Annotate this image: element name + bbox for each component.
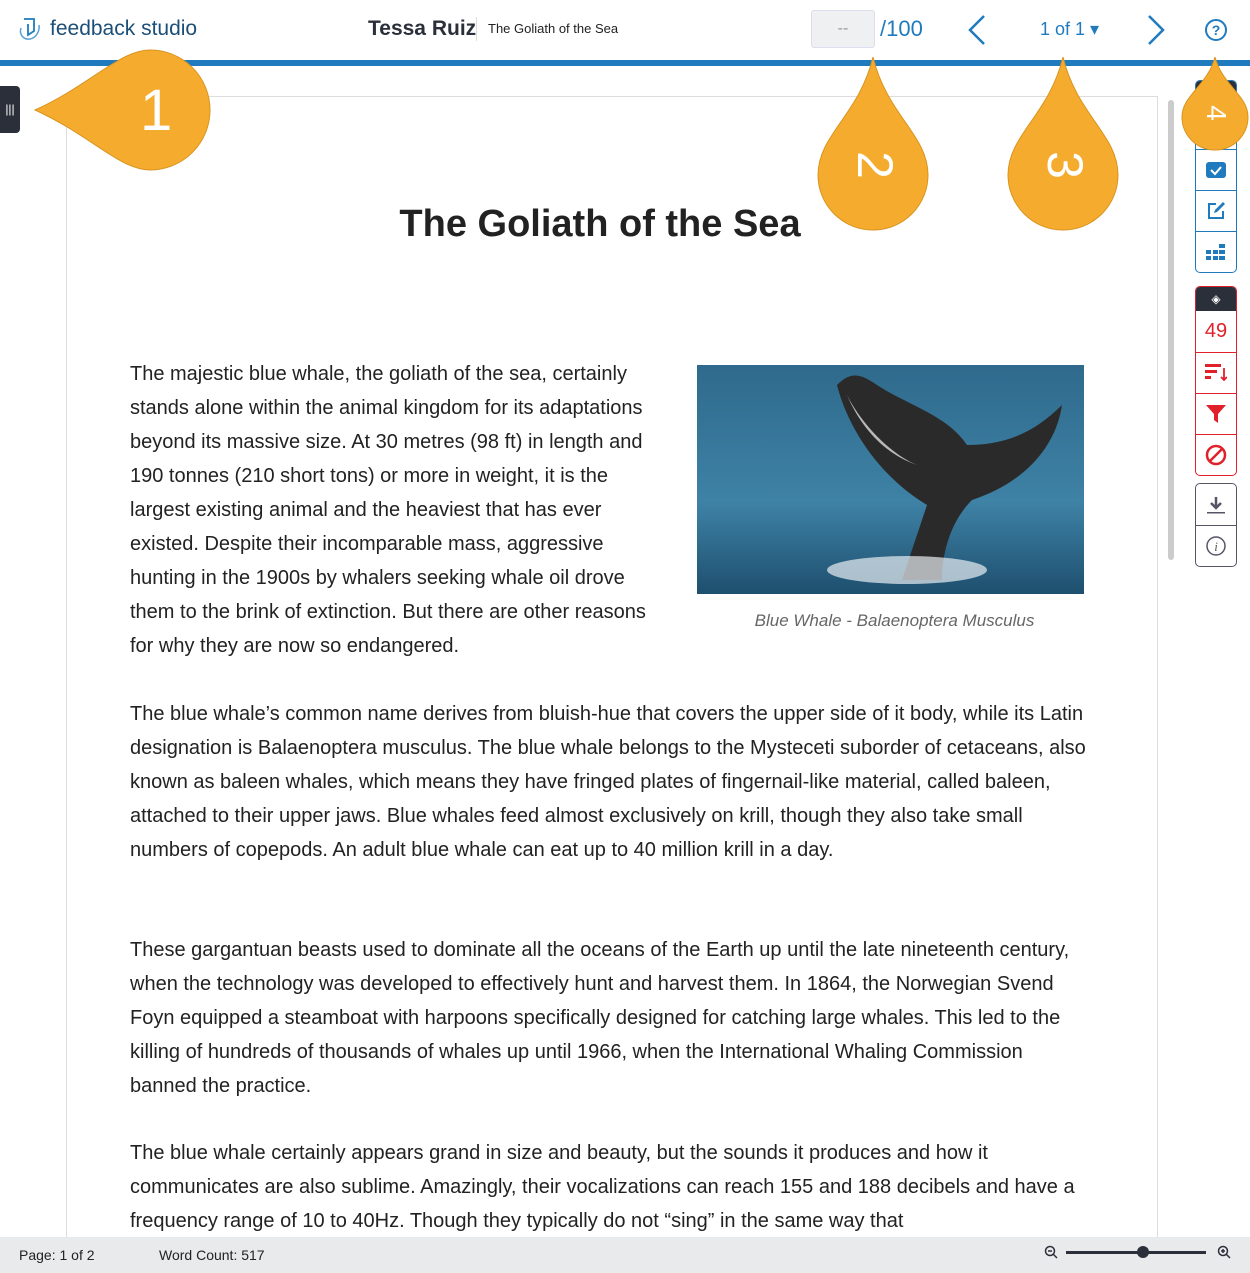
download-icon	[1207, 495, 1225, 515]
paper-selector-dropdown[interactable]: 1 of 1 ▾	[1040, 19, 1100, 39]
callout-number: 2	[847, 151, 903, 179]
paragraph: The majestic blue whale, the goliath of the sea, certainly stands alone within the animal kingdom for its adaptations beyond its massive size. At 30 metres (98 ft) in length and 190 tonnes (210 short tons) or more in weight, it is the largest existing animal and the heaviest that has ever existed. Despite their incomparable mass, aggressive hunting in the 1900s by whalers seeking whale oil drove them to the brink of extinction. But there are other reasons for why they are now so endangered.	[130, 363, 646, 657]
help-button[interactable]: ?	[1205, 19, 1227, 41]
callout-number: 1	[140, 78, 173, 143]
info-tools-group	[1195, 483, 1237, 567]
image-caption: Blue Whale - Balaenoptera Musculus	[754, 611, 1035, 630]
checkbox-icon	[1206, 162, 1226, 178]
feedback-studio-logo-icon	[18, 16, 42, 42]
paragraph: These gargantuan beasts used to dominate all the oceans of the Earth up until the late nineteenth century, when the technology was developed to effectively hunt and harvest them. In 1864, the Norwegian Svend Foyn equipped a steamboat with harpoons specifically designed for catching large whales. This led to the killing of hundreds of thousands of whales up until 1966, when the International Whaling Commission banned the practice.	[130, 939, 1070, 1097]
filter-icon	[1206, 405, 1226, 423]
edit-icon	[1206, 201, 1226, 221]
callout-number: 3	[1037, 151, 1093, 179]
callout-marker-4	[1180, 55, 1250, 155]
similarity-score-button[interactable]	[1196, 311, 1236, 352]
paragraph: The blue whale’s common name derives from bluish-hue that covers the upper side of it body, while its Latin designation is Balaenoptera musculus. The blue whale belongs to the Mysteceti suborder of cetaceans, also known as baleen whales, which means they have fringed plates of fingernail-like material, called baleen, attached to their upper jaws. Blue whales feed almost exclusively on krill, though they also take small numbers of copepods. An adult blue whale can eat up to 40 million krill in a day.	[130, 703, 1086, 861]
grade-max: /100	[880, 16, 923, 41]
info-button[interactable]	[1196, 525, 1236, 566]
similarity-score: 49	[1204, 320, 1228, 342]
svg-text:i: i	[1214, 539, 1218, 554]
paper-title: The Goliath of the Sea	[488, 21, 619, 36]
grade-input[interactable]: --	[811, 10, 875, 48]
zoom-slider-handle[interactable]	[1137, 1246, 1149, 1258]
app-name: feedback studio	[50, 17, 198, 40]
filter-button[interactable]	[1196, 393, 1236, 434]
sort-icon	[1205, 364, 1227, 382]
zoom-slider[interactable]	[1066, 1251, 1206, 1254]
page-count: Page: 1 of 2	[19, 1247, 95, 1263]
callout-number: 4	[1201, 105, 1232, 121]
sort-button[interactable]	[1196, 352, 1236, 393]
grid-icon	[1206, 244, 1226, 260]
callout-marker-3	[1002, 55, 1124, 237]
similarity-tools-group	[1195, 286, 1237, 476]
word-count: Word Count: 517	[159, 1247, 265, 1263]
checkmark-button[interactable]	[1196, 149, 1236, 190]
layers-button[interactable]	[1196, 287, 1236, 311]
whale-tail-image	[697, 365, 1084, 594]
paragraph: The blue whale certainly appears grand in size and beauty, but the sounds it produces and how it communicates are also sublime. Amazingly, their vocalizations can reach 155 and 188 decibels and have a frequency range of 10 to 40Hz. Though they typically do not “sing” in the same way that	[130, 1142, 1075, 1232]
student-name: Tessa Ruiz	[368, 17, 477, 40]
divider	[476, 17, 477, 41]
side-drawer-toggle[interactable]: |||	[0, 86, 20, 133]
download-button[interactable]	[1196, 484, 1236, 525]
scrollbar-thumb[interactable]	[1168, 100, 1174, 560]
info-icon	[1205, 535, 1227, 557]
comment-button[interactable]	[1196, 190, 1236, 231]
zoom-in-icon[interactable]	[1217, 1245, 1231, 1259]
exclude-button[interactable]	[1196, 434, 1236, 475]
block-icon	[1205, 444, 1227, 466]
document-title: The Goliath of the Sea	[399, 203, 801, 245]
app-logo	[18, 16, 197, 42]
grid-button[interactable]	[1196, 231, 1236, 272]
zoom-out-icon[interactable]	[1044, 1245, 1058, 1259]
previous-paper-button[interactable]	[966, 14, 988, 46]
callout-marker-1	[30, 45, 220, 175]
status-bar	[0, 1237, 1250, 1273]
callout-marker-2	[812, 55, 934, 237]
next-paper-button[interactable]	[1145, 14, 1167, 46]
layers-icon: ◈	[1211, 292, 1221, 306]
